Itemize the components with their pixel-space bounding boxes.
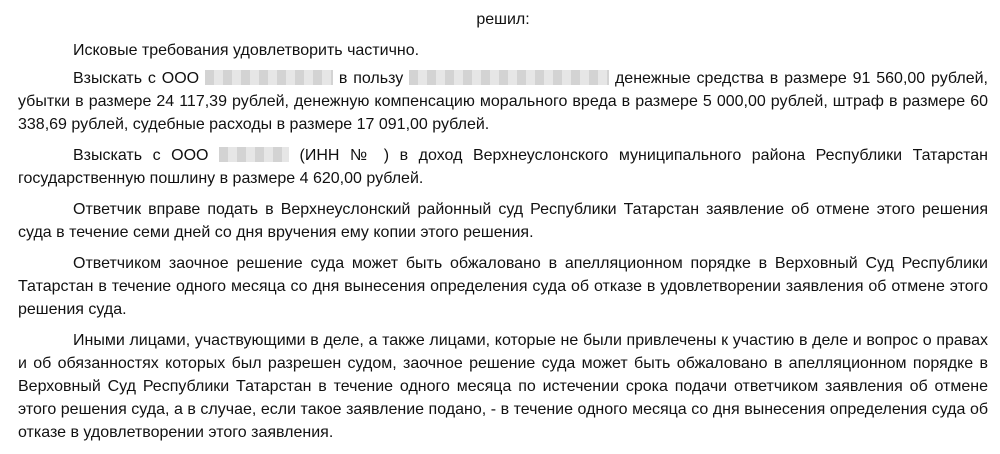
paragraph-text: Ответчик вправе подать в Верхнеуслонский районный суд Республики Татарстан заявление об отмене этого решения суда в течение семи дней со дня вручения ему копии этого решения. (18, 201, 988, 241)
paragraph-text: Ответчиком заочное решение суда может быть обжаловано в апелляционном порядке в Верховный Суд Республики Татарстан в течение одного месяца со дня вынесения определения суда об отказе в удовлетворении заявления об отмене этого решения суда. (18, 255, 988, 318)
paragraph-other-persons-appeal (18, 329, 988, 444)
paragraph-claims-partially-satisfied (18, 39, 988, 62)
redacted-plaintiff-name (409, 70, 609, 85)
redacted-company-name (219, 147, 289, 162)
paragraph-text-part-b: (ИНН № ) в доход Верхнеуслонского муниципального района Республики Татарстан государственную пошлину в размере 4 620,00 рублей. (18, 147, 988, 187)
paragraph-text: Иными лицами, участвующими в деле, а также лицами, которые не были привлечены к участию в деле и вопрос о правах и об обязанностях которых был разрешен судом, заочное решение суда может быть обжаловано в апелляционном порядке в Верховный Суд Республики Татарстан в течение одного месяца по истечении срока подачи ответчиком заявления об отмене этого решения суда, а в случае, если такое заявление подано, - в течение одного месяца со дня вынесения определения суда об отказе в удовлетворении этого заявления. (18, 332, 988, 441)
paragraph-defendant-appeal (18, 252, 988, 321)
paragraph-text-part-a: Взыскать с ООО (73, 147, 209, 164)
redacted-company-name (205, 70, 333, 85)
paragraph-recovery-to-plaintiff (18, 67, 988, 136)
paragraph-text-part-a: Взыскать с ООО (73, 70, 200, 87)
decision-heading: решил: (476, 11, 530, 28)
paragraph-text: Исковые требования удовлетворить частично. (73, 42, 420, 59)
paragraph-defendant-right-to-cancel (18, 198, 988, 244)
paragraph-state-duty (18, 144, 988, 190)
paragraph-text-part-b: в пользу (338, 70, 404, 87)
paragraph-text-part-c: денежные средства в размере 91 560,00 рублей, убытки в размере 24 117,39 рублей, денежную компенсацию морального вреда в размере 5 000,00 рублей, штраф в размере 60 338,69 рублей, судебные расходы в размере 17 091,00 рублей. (18, 70, 988, 133)
